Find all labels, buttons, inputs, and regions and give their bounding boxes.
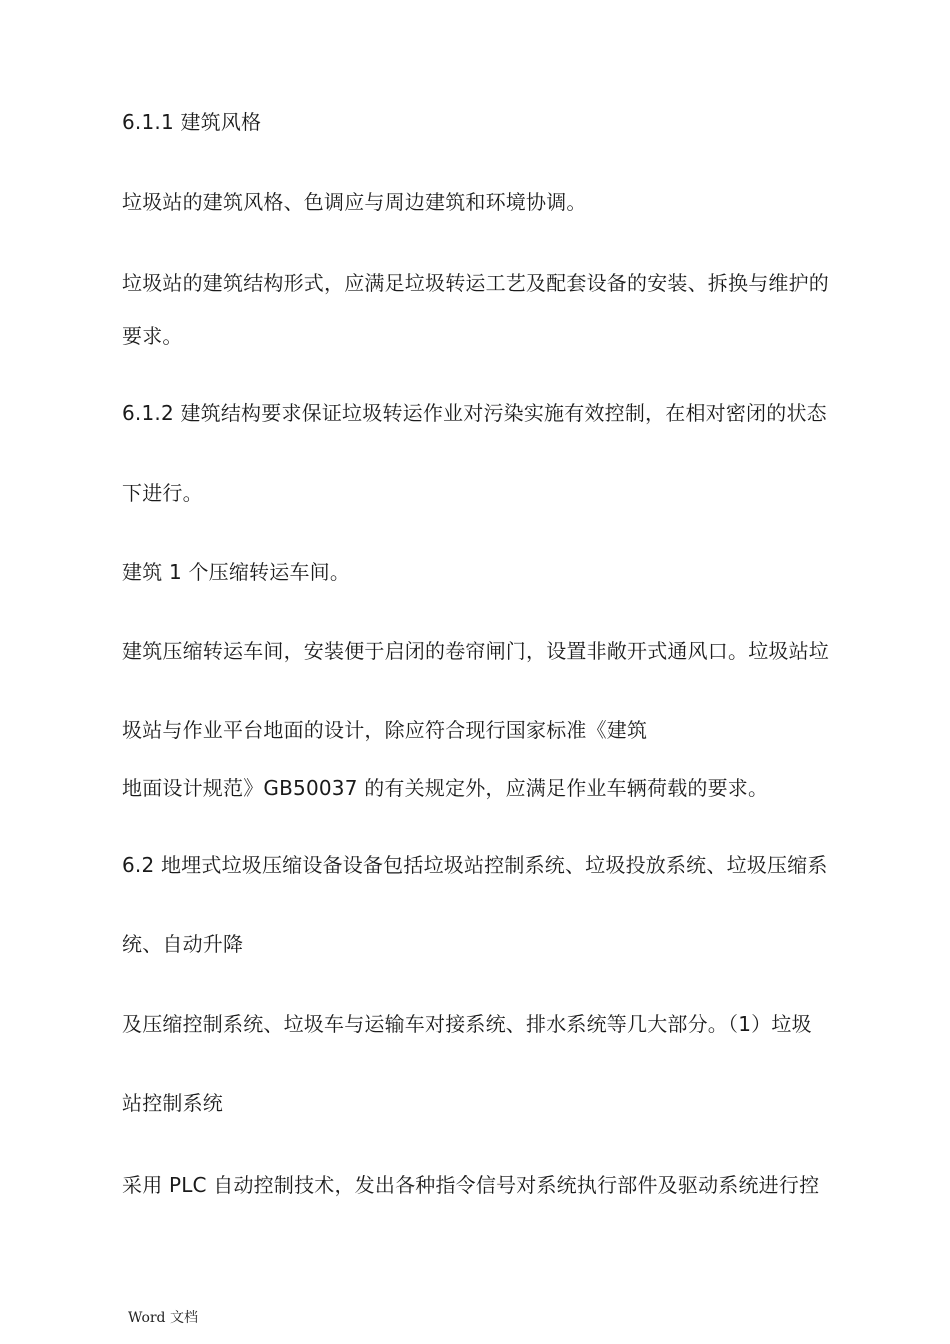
page-footer: Word 文档: [128, 1310, 198, 1326]
section-heading-6-1-2: 6.1.2 建筑结构要求保证垃圾转运作业对污染实施有效控制，在相对密闭的状态: [122, 401, 827, 425]
paragraph-line: 统、自动升降: [122, 932, 244, 956]
paragraph-line: 建筑压缩转运车间，安装便于启闭的卷帘闸门，设置非敞开式通风口。垃圾站垃: [122, 639, 829, 663]
paragraph-line: 站控制系统: [122, 1091, 223, 1115]
paragraph-line: 建筑 1 个压缩转运车间。: [122, 560, 351, 584]
paragraph-line: 垃圾站的建筑风格、色调应与周边建筑和环境协调。: [122, 190, 587, 214]
paragraph-line: 采用 PLC 自动控制技术，发出各种指令信号对系统执行部件及驱动系统进行控: [122, 1173, 820, 1197]
paragraph-line: 垃圾站的建筑结构形式，应满足垃圾转运工艺及配套设备的安装、拆换与维护的: [122, 271, 829, 295]
paragraph-line: 圾站与作业平台地面的设计，除应符合现行国家标准《建筑: [122, 718, 648, 742]
section-heading-6-2: 6.2 地埋式垃圾压缩设备设备包括垃圾站控制系统、垃圾投放系统、垃圾压缩系: [122, 853, 828, 877]
paragraph-line: 及压缩控制系统、垃圾车与运输车对接系统、排水系统等几大部分。（1）垃圾: [122, 1012, 812, 1036]
paragraph-line: 下进行。: [122, 481, 203, 505]
section-heading-6-1-1: 6.1.1 建筑风格: [122, 110, 262, 134]
paragraph-line: 要求。: [122, 324, 183, 348]
paragraph-line: 地面设计规范》GB50037 的有关规定外，应满足作业车辆荷载的要求。: [122, 776, 769, 800]
